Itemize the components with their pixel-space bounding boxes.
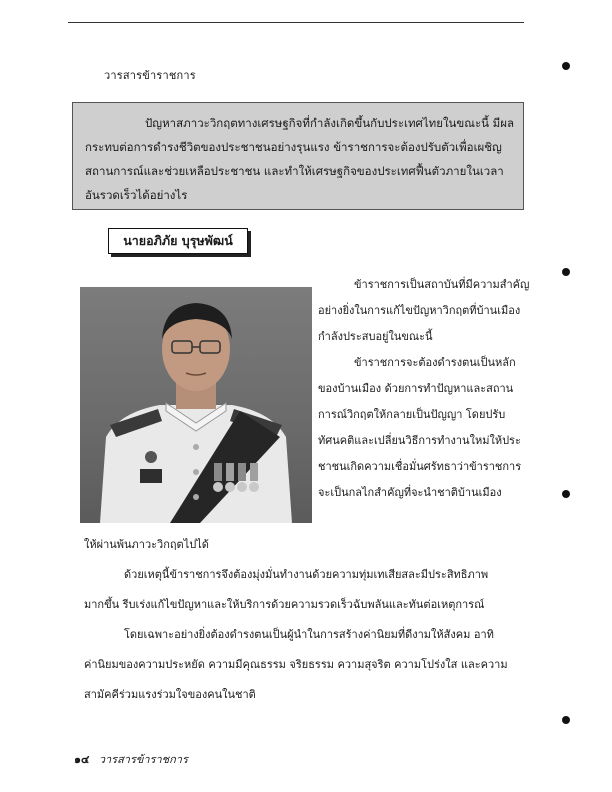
portrait-illustration [80, 287, 312, 523]
body-line: ค่านิยมของความประหยัด ความมีคุณธรรม จริยธรรม ความสุจริต ความโปร่งใส และความ [84, 658, 508, 671]
body-line: โดยเฉพาะอย่างยิ่งต้องดำรงตนเป็นผู้นำในการสร้างค่านิยมที่ดีงามให้สังคม อาทิ [124, 628, 494, 641]
body-text [84, 530, 532, 710]
callout-line: กระทบต่อการดำรงชีวิตของประชาชนอย่างรุนแรง ข้าราชการจะต้องปรับตัวเพื่อเผชิญ [85, 140, 502, 154]
top-rule [68, 22, 524, 23]
binder-hole [562, 716, 570, 724]
column-line: ข้าราชการเป็นสถาบันที่มีความสำคัญ [354, 278, 530, 291]
body-line: มากขึ้น รีบเร่งแก้ไขปัญหาและให้บริการด้วยความรวดเร็วฉับพลันและทันต่อเหตุการณ์ [84, 598, 485, 611]
running-header: วารสารข้าราชการ [104, 69, 196, 82]
page-footer [74, 750, 188, 768]
body-line: ให้ผ่านพ้นภาวะวิกฤตไปได้ [84, 538, 209, 551]
footer-title: วารสารข้าราชการ [98, 753, 188, 766]
side-column-text [318, 272, 528, 506]
column-line: การณ์วิกฤตให้กลายเป็นปัญญา โดยปรับ [318, 408, 506, 421]
callout-line: ปัญหาสภาวะวิกฤตทางเศรษฐกิจที่กำลังเกิดขึ้นกับประเทศไทยในขณะนี้ มีผล [145, 116, 515, 130]
body-line: ด้วยเหตุนี้ข้าราชการจึงต้องมุ่งมั่นทำงานด้วยความทุ่มเทเสียสละมีประสิทธิภาพ [124, 568, 489, 581]
intro-callout-box [72, 102, 524, 210]
column-line: ทัศนคติและเปลี่ยนวิธีการทำงานใหม่ให้ประ [318, 434, 521, 447]
callout-line: สถานการณ์และช่วยเหลือประชาชน และทำให้เศรษฐกิจของประเทศฟื้นตัวภายในเวลา [85, 164, 504, 178]
binder-hole [562, 62, 570, 70]
callout-line: อันรวดเร็วได้อย่างไร [85, 188, 188, 202]
binder-hole [562, 268, 570, 276]
column-line: จะเป็นกลไกสำคัญที่จะนำชาติบ้านเมือง [318, 486, 502, 499]
page-number: ๑๔ [74, 753, 90, 766]
column-line: ข้าราชการจะต้องดำรงตนเป็นหลัก [354, 356, 516, 369]
column-line: กำลังประสบอยู่ในขณะนี้ [318, 330, 433, 343]
column-line: ของบ้านเมือง ด้วยการทำปัญหาและสถาน [318, 382, 514, 395]
person-name-box: นายอภิภัย บุรุษพัฒน์ [108, 228, 248, 254]
body-line: สามัคคีร่วมแรงร่วมใจของคนในชาติ [84, 688, 256, 701]
column-line: ชาชนเกิดความเชื่อมั่นศรัทธาว่าข้าราชการ [318, 460, 522, 473]
portrait-photo [80, 287, 312, 523]
column-line: อย่างยิ่งในการแก้ไขปัญหาวิกฤตที่บ้านเมือง [318, 304, 521, 317]
binder-hole [562, 490, 570, 498]
